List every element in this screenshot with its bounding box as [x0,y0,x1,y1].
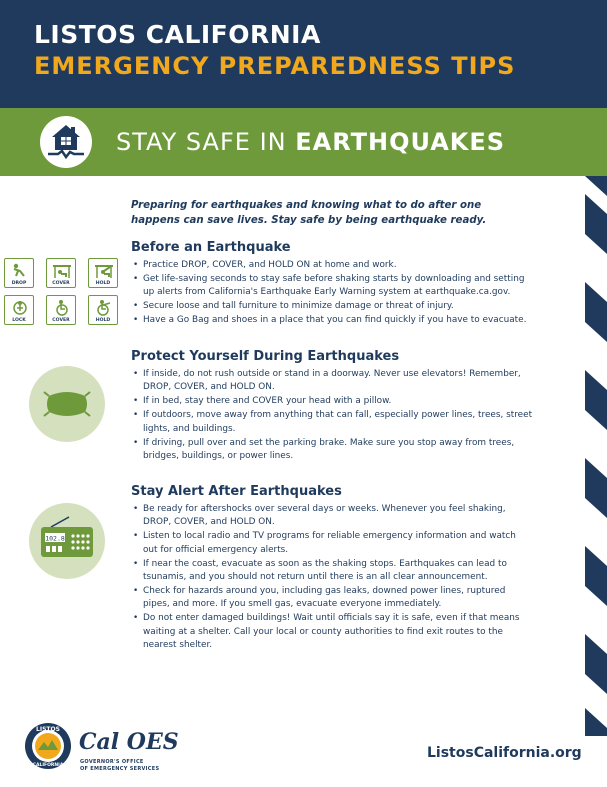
list-item: • If outdoors, move away from anything that can fall, especially power lines, trees, street lights, and buildings. [133,409,533,436]
list-item: • If inside, do not rush outside or stand in a doorway. Never use elevators! Remember, DROP, COVER, and HOLD ON. [133,368,533,395]
website-link[interactable]: ListosCalifornia.org [427,745,582,761]
header-subtitle: EMERGENCY PREPAREDNESS TIPS [34,52,516,80]
logo-text-top: LISTOS [36,726,60,733]
house-crack-icon [40,116,92,168]
drop-icon [4,258,34,288]
topic-banner [0,108,607,176]
page-header [0,0,607,108]
tile-label: LOCK [12,318,26,323]
lock-icon [4,295,34,325]
list-item: • Listen to local radio and TV programs for reliable emergency information and watch out for official emergency alerts. [133,530,533,557]
hold-wheelchair-icon [88,295,118,325]
pillow-icon [29,366,105,442]
intro-text: Preparing for earthquakes and knowing what to do after one happens can save lives. Stay safe by being earthquake ready. [131,200,487,226]
tile-label: COVER [52,281,70,286]
list-item: • If driving, pull over and set the parking brake. Make sure you stop away from trees, bridges, buildings, or power lines. [133,437,533,464]
cover-wheelchair-icon [46,295,76,325]
list-item: • Be ready for aftershocks over several days or weeks. Whenever you feel shaking, DROP, COVER, and HOLD ON. [133,503,533,530]
radio-display: 102.8 [45,534,65,543]
banner-title [116,128,505,156]
logo-text-bottom: CALIFORNIA [32,763,64,768]
list-item: • If near the coast, evacuate as soon as the shaking stops. Earthquakes can lead to tsunamis, and you should not return until there is an all clear announcement. [133,558,533,585]
list-item: • Check for hazards around you, including gas leaks, downed power lines, ruptured pipes, and more. If you smell gas, evacuate everyone immediately. [133,585,533,612]
tile-label: COVER [52,318,70,323]
drop-cover-hold-icons [0,258,125,328]
list-item: • Have a Go Bag and shoes in a place that you can find quickly if you have to evacuate. [133,314,533,327]
hold-icon [88,258,118,288]
caloes-subtitle-2: OF EMERGENCY SERVICES [80,766,160,772]
radio-icon [29,503,105,579]
after-list [133,503,533,653]
before-list [133,259,533,328]
listos-california-logo [24,722,72,770]
section-title-after: Stay Alert After Earthquakes [131,484,342,499]
section-title-before: Before an Earthquake [131,240,291,255]
list-item: • Secure loose and tall furniture to minimize damage or threat of injury. [133,300,533,313]
header-title: LISTOS CALIFORNIA [34,20,321,49]
list-item: • Practice DROP, COVER, and HOLD ON at home and work. [133,259,533,272]
list-item: • If in bed, stay there and COVER your head with a pillow. [133,395,533,408]
banner-emphasis: EARTHQUAKES [295,128,506,156]
section-title-during: Protect Yourself During Earthquakes [131,349,400,364]
caloes-logo-title: Cal OES [79,729,179,755]
banner-prefix: STAY SAFE IN [116,128,296,156]
caloes-subtitle-1: GOVERNOR'S OFFICE [80,759,144,765]
list-item: • Get life-saving seconds to stay safe before shaking starts by downloading and setting up alerts from California's Earthquake Early Warning system at earthquake.ca.gov. [133,273,533,300]
during-list [133,368,533,464]
decorative-stripes [585,176,607,736]
tile-label: DROP [11,281,27,286]
list-item: • Do not enter damaged buildings! Wait until officials say it is safe, even if that means waiting at a shelter. Call your local or county authorities to find exit routes to the nearest shelter. [133,612,533,652]
cover-icon [46,258,76,288]
tile-label: HOLD [95,281,111,286]
tile-label: HOLD [95,318,111,323]
